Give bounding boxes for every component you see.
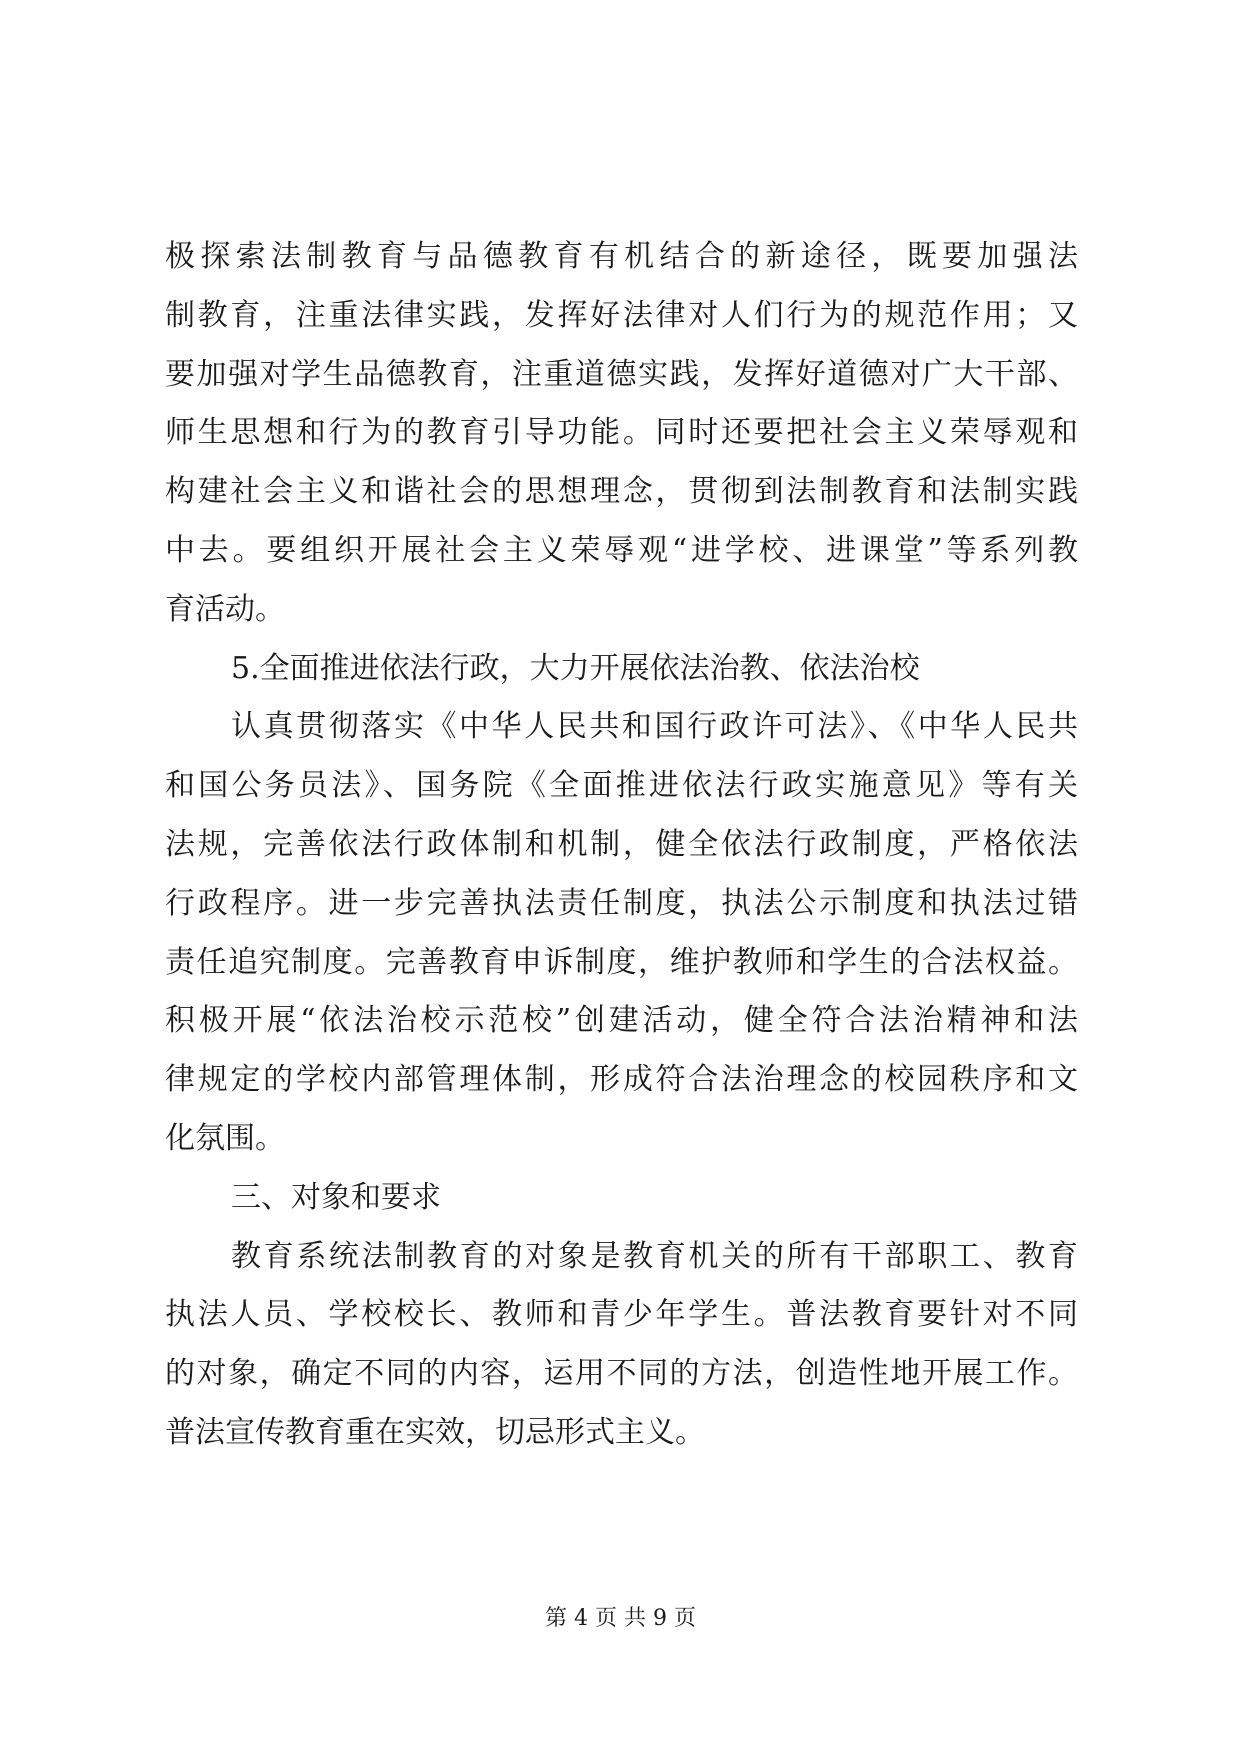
- text-line: 积极开展“依法治校示范校”创建活动，健全符合法治精神和法: [165, 1003, 1078, 1039]
- text-line: 师生思想和行为的教育引导功能。同时还要把社会主义荣辱观和: [165, 415, 1078, 451]
- text-line: 构建社会主义和谐社会的思想理念，贯彻到法制教育和法制实践: [165, 474, 1078, 510]
- text-line: 中去。要组织开展社会主义荣辱观“进学校、进课堂”等系列教: [165, 532, 1078, 568]
- text-line: 制教育，注重法律实践，发挥好法律对人们行为的规范作用；又: [165, 297, 1078, 333]
- text-line: 普法宣传教育重在实效，切忌形式主义。: [165, 1414, 705, 1450]
- text-line: 的对象，确定不同的内容，运用不同的方法，创造性地开展工作。: [165, 1356, 1078, 1392]
- body-text: [165, 228, 1078, 1463]
- text-line: 行政程序。进一步完善执法责任制度，执法公示制度和执法过错: [165, 885, 1078, 921]
- section-heading: 5.全面推进依法行政，大力开展依法治教、依法治校: [231, 650, 920, 686]
- text-line: 认真贯彻落实《中华人民共和国行政许可法》、《中华人民共: [231, 709, 1078, 745]
- text-line: 执法人员、学校校长、教师和青少年学生。普法教育要针对不同: [165, 1297, 1078, 1333]
- text-line: 育活动。: [165, 591, 285, 627]
- page-footer: [0, 1604, 1241, 1634]
- text-line: 法规，完善依法行政体制和机制，健全依法行政制度，严格依法: [165, 826, 1078, 862]
- text-line: 责任追究制度。完善教育申诉制度，维护教师和学生的合法权益。: [165, 944, 1078, 980]
- page-number: 第 4 页 共 9 页: [545, 1606, 696, 1631]
- text-line: 极探索法制教育与品德教育有机结合的新途径，既要加强法: [165, 239, 1078, 274]
- text-line: 和国公务员法》、国务院《全面推进依法行政实施意见》等有关: [165, 768, 1078, 804]
- text-line: 要加强对学生品德教育，注重道德实践，发挥好道德对广大干部、: [165, 356, 1078, 392]
- text-line: 律规定的学校内部管理体制，形成符合法治理念的校园秩序和文: [165, 1062, 1078, 1098]
- text-line: 化氛围。: [165, 1120, 285, 1156]
- text-line: 教育系统法制教育的对象是教育机关的所有干部职工、教育: [231, 1238, 1078, 1274]
- section-heading: 三、对象和要求: [231, 1179, 441, 1215]
